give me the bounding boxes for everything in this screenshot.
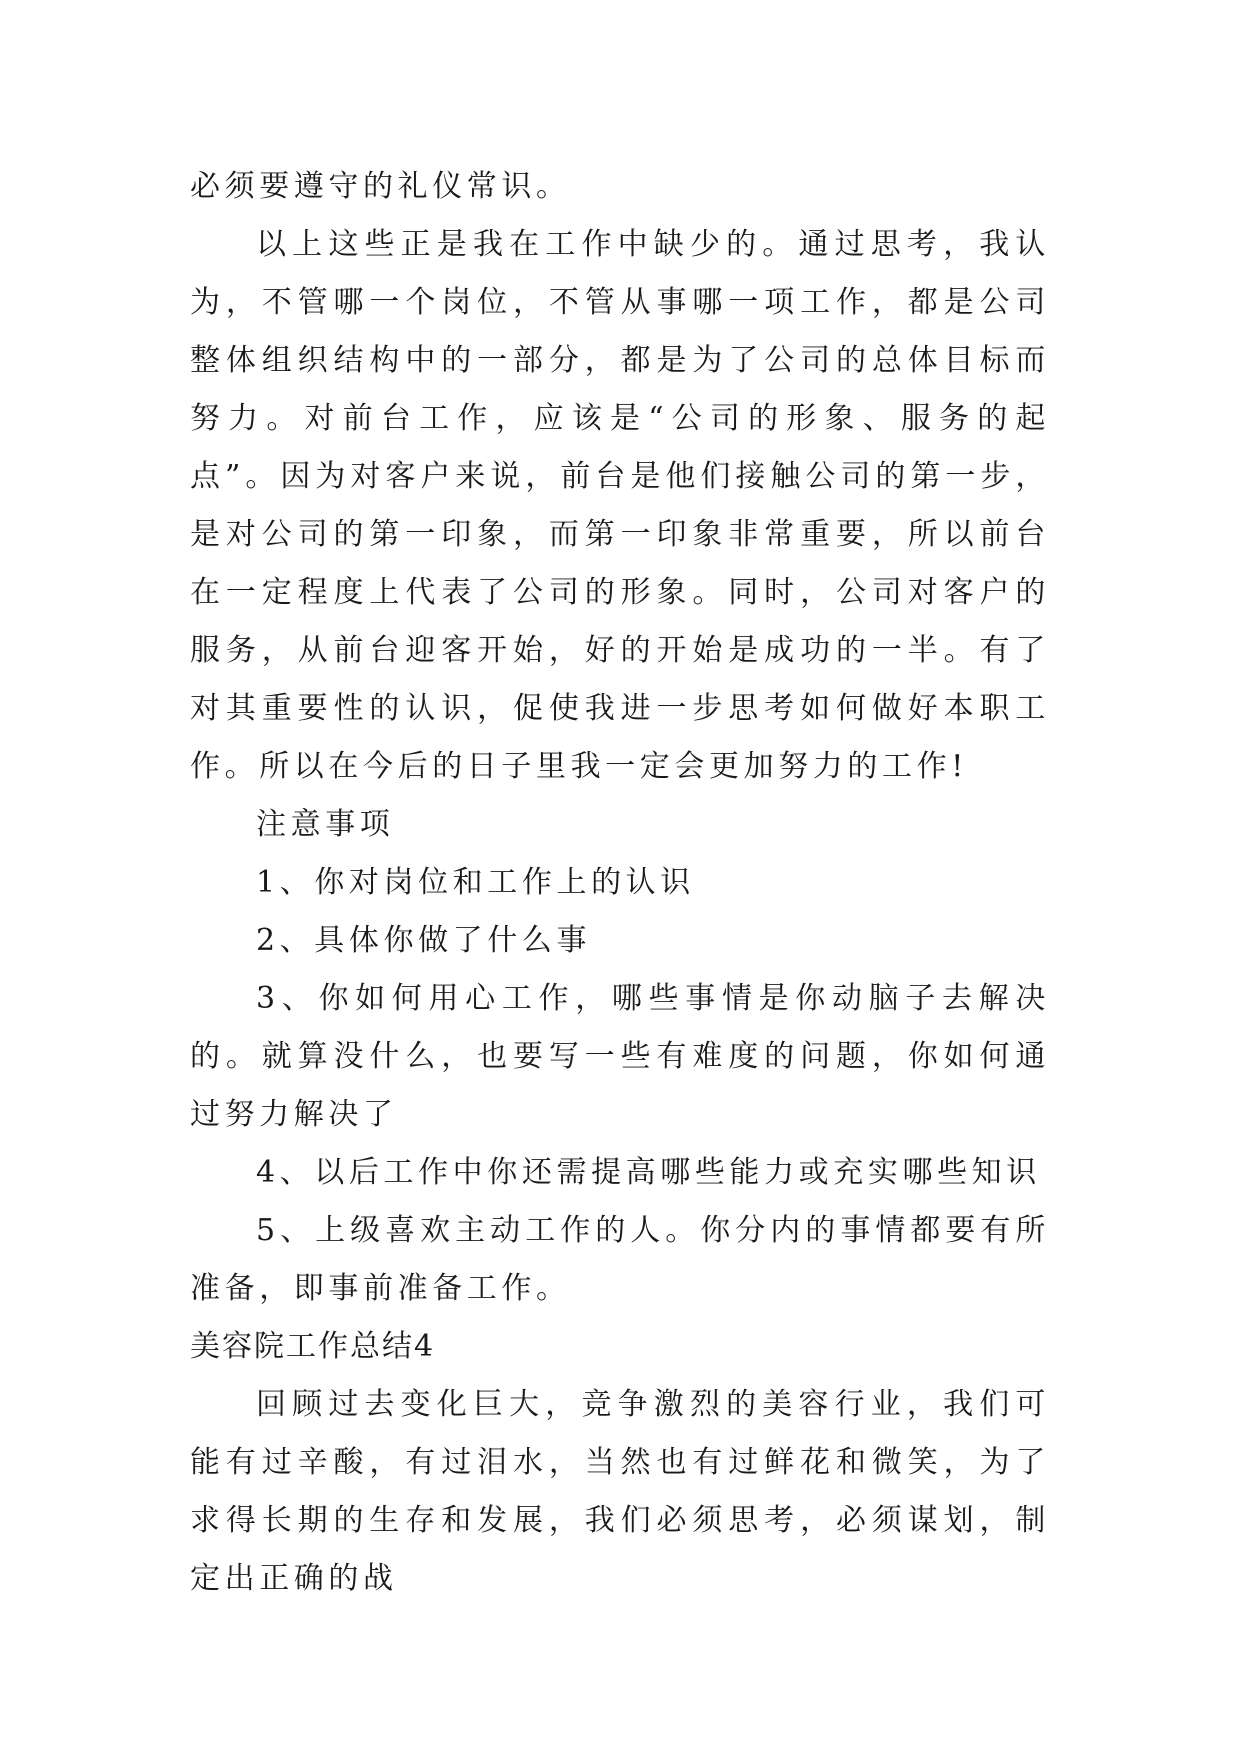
section-heading: 美容院工作总结4: [190, 1329, 436, 1364]
list-item-5: 5、上级喜欢主动工作的人。你分内的事情都要有所准备，即事前准备工作。: [190, 1213, 1050, 1306]
list-item-1: 1、你对岗位和工作上的认识: [256, 865, 695, 900]
paragraph-continuation: 必须要遵守的礼仪常识。: [190, 169, 571, 204]
paragraph-notes-title: 注意事项: [256, 807, 395, 842]
paragraph-review: 回顾过去变化巨大，竞争激烈的美容行业，我们可能有过辛酸，有过泪水，当然也有过鲜花和微笑，为了求得长期的生存和发展，我们必须思考，必须谋划，制定出正确的战: [190, 1387, 1050, 1596]
list-item-2: 2、具体你做了什么事: [256, 923, 592, 958]
list-item-3: 3、你如何用心工作，哪些事情是你动脑子去解决的。就算没什么，也要写一些有难度的问题，你如何通过努力解决了: [190, 981, 1050, 1132]
paragraph-front-desk-reflection: 以上这些正是我在工作中缺少的。通过思考，我认为，不管哪一个岗位，不管从事哪一项工作，都是公司整体组织结构中的一部分，都是为了公司的总体目标而努力。对前台工作，应该是“公司的形象、服务的起点”。因为对客户来说，前台是他们接触公司的第一步，是对公司的第一印象，而第一印象非常重要，所以前台在一定程度上代表了公司的形象。同时，公司对客户的服务，从前台迎客开始，好的开始是成功的一半。有了对其重要性的认识，促使我进一步思考如何做好本职工作。所以在今后的日子里我一定会更加努力的工作!: [190, 227, 1050, 784]
document-body: [190, 158, 1050, 1608]
list-item-4: 4、以后工作中你还需提高哪些能力或充实哪些知识: [256, 1155, 1041, 1190]
